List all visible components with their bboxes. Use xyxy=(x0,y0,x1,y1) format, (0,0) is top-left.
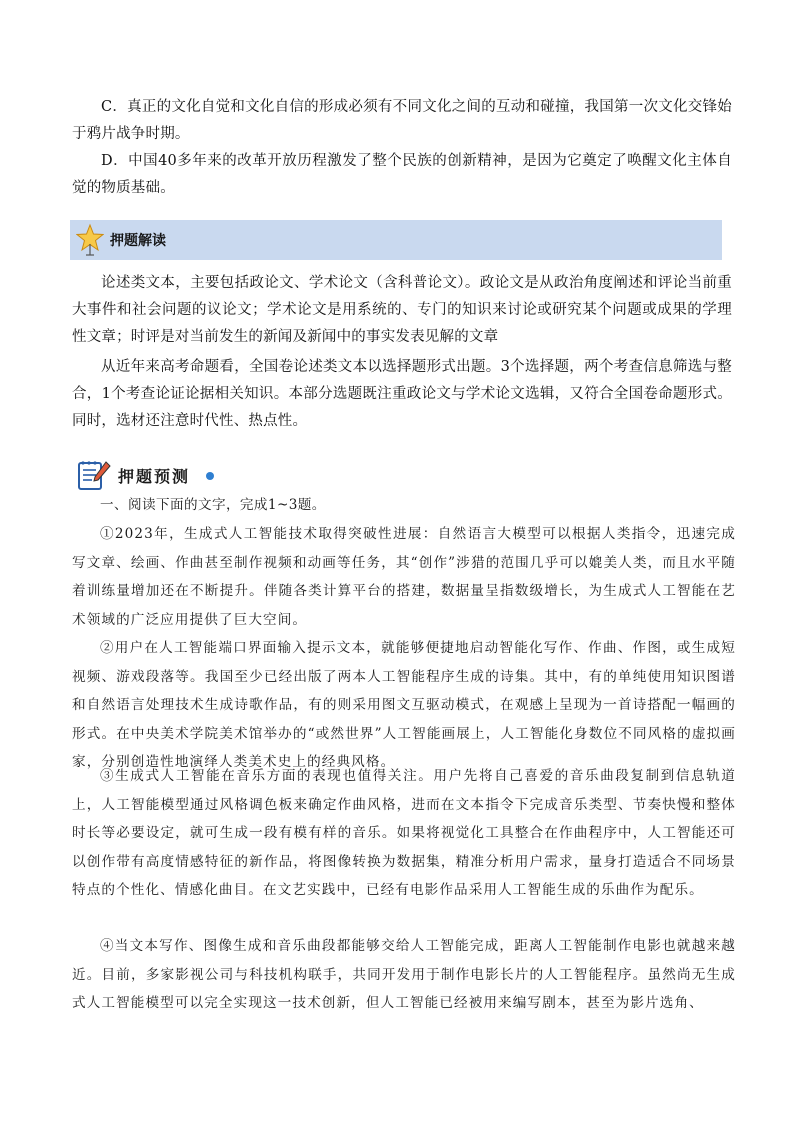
hint-title: 押题解读 xyxy=(110,233,166,249)
notebook-pen-icon xyxy=(76,458,112,492)
hint-paragraph-1: 论述类文本，主要包括政论文、学术论文（含科普论文）。政论文是从政治角度阐述和评论当前重大事件和社会问题的议论文；学术论文是用系统的、专门的知识来讨论或研究某个问题或成果的学理性文章；时评是对当前发生的新闻及新闻中的事实发表见解的文章 xyxy=(72,275,732,345)
predict-title: 押题预测 xyxy=(118,467,191,486)
option-c: C．真正的文化自觉和文化自信的形成必须有不同文化之间的互动和碰撞，我国第一次文化交锋始于鸦片战争时期。 xyxy=(72,99,732,142)
instruction: 一、阅读下面的文字，完成1~3题。 xyxy=(100,497,326,513)
option-d: D．中国40多年来的改革开放历程激发了整个民族的创新精神，是因为它奠定了唤醒文化主体自觉的物质基础。 xyxy=(72,153,732,196)
star-icon xyxy=(76,223,104,257)
hint-paragraph-2: 从近年来高考命题看，全国卷论述类文本以选择题形式出题。3个选择题，两个考查信息筛选与整合，1个考查论证论据相关知识。本部分选题既注重政论文与学术论文选辑，又符合全国卷命题形式。同时，选材还注意时代性、热点性。 xyxy=(72,359,732,429)
passage-paragraph-2: ②用户在人工智能端口界面输入提示文本，就能够便捷地启动智能化写作、作曲、作图，或生成短视频、游戏段落等。我国至少已经出版了两本人工智能程序生成的诗集。其中，有的单纯使用知识图谱和自然语言处理技术生成诗歌作品，有的则采用图文互驱动模式，在观感上呈现为一首诗搭配一幅画的形式。在中央美术学院美术馆举办的“或然世界”人工智能画展上，人工智能化身数位不同风格的虚拟画家，分别创造性地演绎人类美术史上的经典风格。 xyxy=(72,640,736,770)
passage-paragraph-1: ①2023年，生成式人工智能技术取得突破性进展：自然语言大模型可以根据人类指令，迅速完成写文章、绘画、作曲甚至制作视频和动画等任务，其“创作”涉猎的范围几乎可以媲美人类，而且水平随着训练量增加还在不断提升。伴随各类计算平台的搭建，数据量呈指数级增长，为生成式人工智能在艺术领域的广泛应用提供了巨大空间。 xyxy=(72,526,736,628)
passage-paragraph-3: ③生成式人工智能在音乐方面的表现也值得关注。用户先将自己喜爱的音乐曲段复制到信息轨道上，人工智能模型通过风格调色板来确定作曲风格，进而在文本指令下完成音乐类型、节奏快慢和整体时长等必要设定，就可生成一段有模有样的音乐。如果将视觉化工具整合在作曲程序中，人工智能还可以创作带有高度情感特征的新作品，将图像转换为数据集，精准分析用户需求，量身打造适合不同场景特点的个性化、情感化曲目。在文艺实践中，已经有电影作品采用人工智能生成的乐曲作为配乐。 xyxy=(72,768,736,898)
heading-dot xyxy=(206,472,214,480)
predict-heading xyxy=(76,458,376,488)
hint-banner xyxy=(70,220,722,260)
passage-paragraph-4: ④当文本写作、图像生成和音乐曲段都能够交给人工智能完成，距离人工智能制作电影也就越来越近。目前，多家影视公司与科技机构联手，共同开发用于制作电影长片的人工智能程序。虽然尚无生成式人工智能模型可以完全实现这一技术创新，但人工智能已经被用来编写剧本，甚至为影片选角、 xyxy=(72,938,736,1011)
